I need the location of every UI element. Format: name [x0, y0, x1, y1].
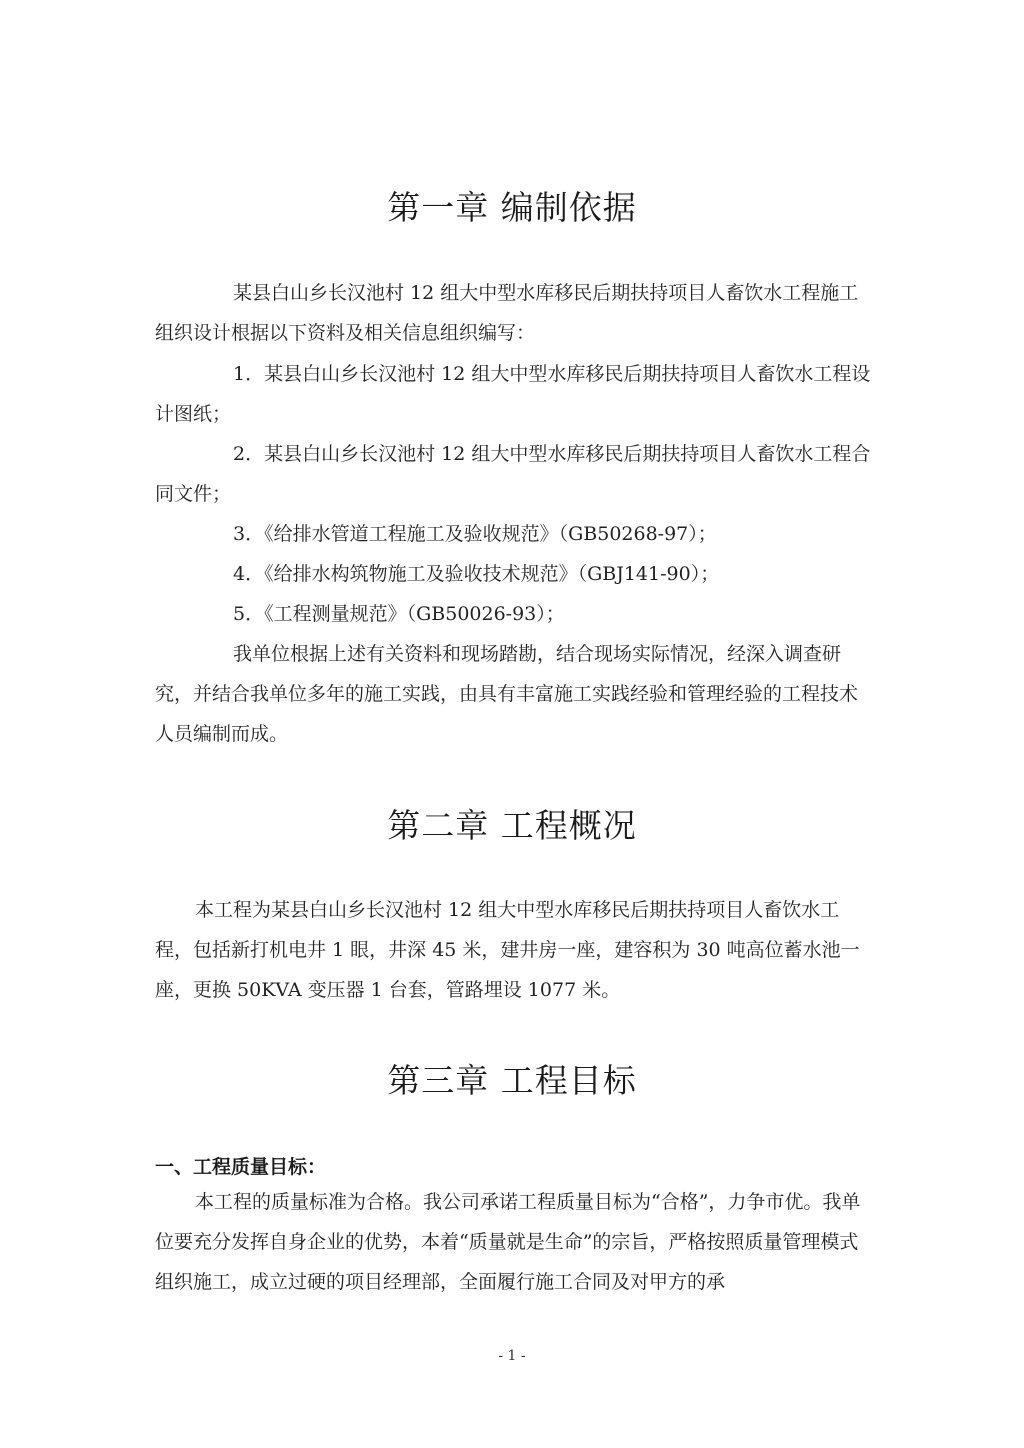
chapter-2-body: 本工程为某县白山乡长汉池村 12 组大中型水库移民后期扶持项目人畜饮水工程，包括新打机电井 1 眼，井深 45 米，建井房一座，建容积为 30 吨高位蓄水池一座，更换 50KVA 变压器 1 台套，管路埋设 1077 米。	[155, 899, 860, 1001]
chapter-3-title: 第三章 工程目标	[387, 1061, 637, 1100]
basis-item-1: 1．某县白山乡长汉池村 12 组大中型水库移民后期扶持项目人畜饮水工程设计图纸；	[155, 363, 871, 425]
basis-item-4: 4．《给排水构筑物施工及验收技术规范》（GBJ141-90）；	[233, 563, 720, 585]
chapter-1-intro: 某县白山乡长汉池村 12 组大中型水库移民后期扶持项目人畜饮水工程施工组织设计根据以下资料及相关信息组织编写：	[155, 282, 859, 344]
quality-goal-body: 本工程的质量标准为合格。我公司承诺工程质量目标为“合格”，力争市优。我单位要充分发挥自身企业的优势，本着“质量就是生命”的宗旨，严格按照质量管理模式组织施工，成立过硬的项目经理部，全面履行施工合同及对甲方的承	[155, 1191, 861, 1293]
chapter-1-closing: 我单位根据上述有关资料和现场踏勘，结合现场实际情况，经深入调查研究，并结合我单位多年的施工实践，由具有丰富施工实践经验和管理经验的工程技术人员编制而成。	[155, 643, 859, 745]
basis-item-3: 3．《给排水管道工程施工及验收规范》（GB50268-97）；	[233, 523, 717, 545]
quality-goal-heading: 一、工程质量目标：	[155, 1156, 327, 1178]
chapter-1-title: 第一章 编制依据	[387, 188, 637, 227]
chapter-2-title: 第二章 工程概况	[387, 806, 637, 845]
basis-item-2: 2．某县白山乡长汉池村 12 组大中型水库移民后期扶持项目人畜饮水工程合同文件；	[155, 443, 871, 505]
page-number: - 1 -	[498, 1348, 526, 1364]
basis-item-5: 5．《工程测量规范》（GB50026-93）；	[233, 603, 565, 625]
